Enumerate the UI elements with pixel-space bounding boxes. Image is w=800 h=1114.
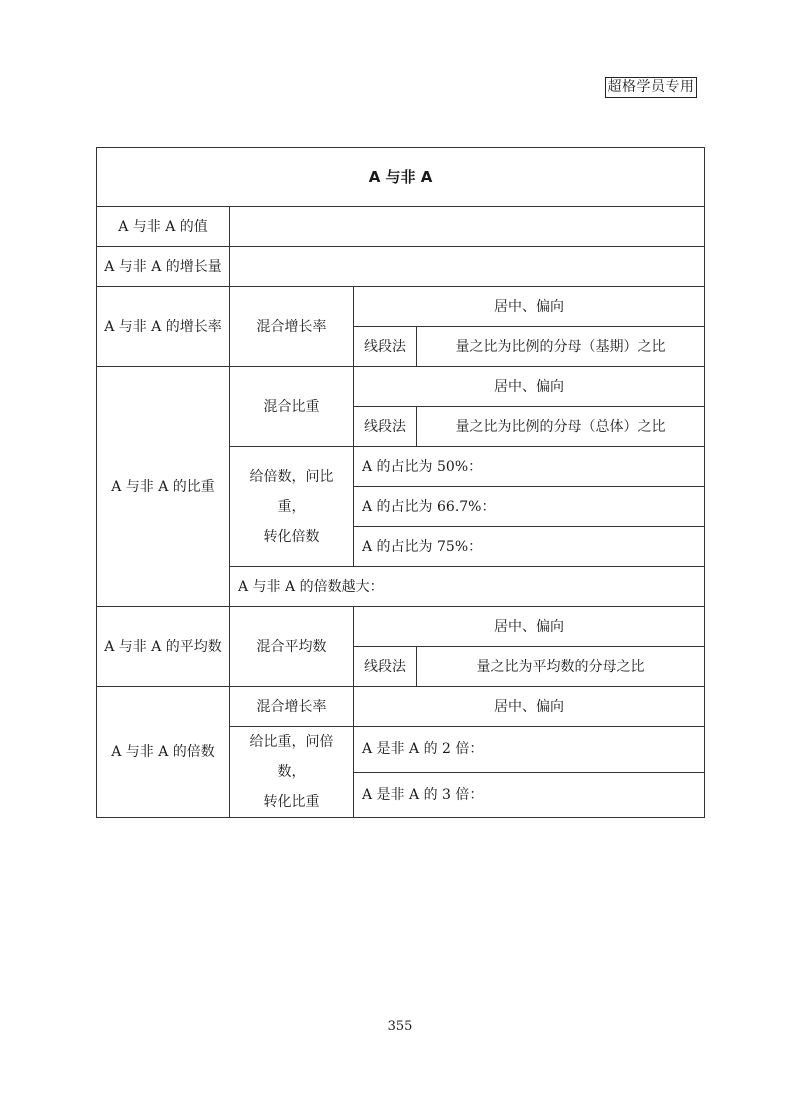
multiple-given-cell	[230, 727, 354, 818]
table-row	[97, 207, 705, 247]
empty-cell	[230, 207, 705, 247]
table-title-row	[97, 148, 705, 207]
proportion-rule: 居中、偏向	[354, 367, 705, 407]
table-row	[97, 287, 705, 327]
share-75: A 的占比为 75%：	[354, 527, 705, 567]
proportion-given-line1: 给倍数，问比重，	[249, 468, 334, 515]
proportion-note: A 与非 A 的倍数越大：	[230, 567, 705, 607]
multiple-method: 混合增长率	[230, 687, 354, 727]
growth-rate-method: 混合增长率	[230, 287, 354, 367]
proportion-given-cell	[230, 447, 354, 567]
average-rule: 居中、偏向	[354, 607, 705, 647]
times-3: A 是非 A 的 3 倍：	[354, 772, 705, 818]
proportion-line-desc: 量之比为比例的分母（总体）之比	[417, 407, 705, 447]
table-row	[97, 607, 705, 647]
times-2: A 是非 A 的 2 倍：	[354, 727, 705, 773]
proportion-method: 混合比重	[230, 367, 354, 447]
row-label-value: A 与非 A 的值	[97, 207, 230, 247]
page-number: 355	[387, 1019, 413, 1034]
growth-rate-rule: 居中、偏向	[354, 287, 705, 327]
row-label-growth-rate: A 与非 A 的增长率	[97, 287, 230, 367]
growth-rate-line-desc: 量之比为比例的分母（基期）之比	[417, 327, 705, 367]
table-row	[97, 367, 705, 407]
table-row	[97, 687, 705, 727]
row-label-proportion: A 与非 A 的比重	[97, 367, 230, 607]
multiple-given-line2: 转化比重	[263, 794, 320, 810]
share-50: A 的占比为 50%：	[354, 447, 705, 487]
exclusive-tag: 超格学员专用	[605, 77, 697, 98]
proportion-line-method: 线段法	[354, 407, 417, 447]
multiple-given-line1: 给比重，问倍数，	[249, 734, 334, 780]
growth-rate-line-method: 线段法	[354, 327, 417, 367]
share-66-7: A 的占比为 66.7%：	[354, 487, 705, 527]
row-label-average: A 与非 A 的平均数	[97, 607, 230, 687]
proportion-given-line2: 转化倍数	[263, 528, 320, 545]
table-title: A 与非 A	[97, 148, 705, 207]
empty-cell	[230, 247, 705, 287]
summary-table	[96, 147, 705, 818]
average-method: 混合平均数	[230, 607, 354, 687]
row-label-increase: A 与非 A 的增长量	[97, 247, 230, 287]
average-line-desc: 量之比为平均数的分母之比	[417, 647, 705, 687]
row-label-multiple: A 与非 A 的倍数	[97, 687, 230, 818]
average-line-method: 线段法	[354, 647, 417, 687]
table-row	[97, 247, 705, 287]
multiple-rule: 居中、偏向	[354, 687, 705, 727]
